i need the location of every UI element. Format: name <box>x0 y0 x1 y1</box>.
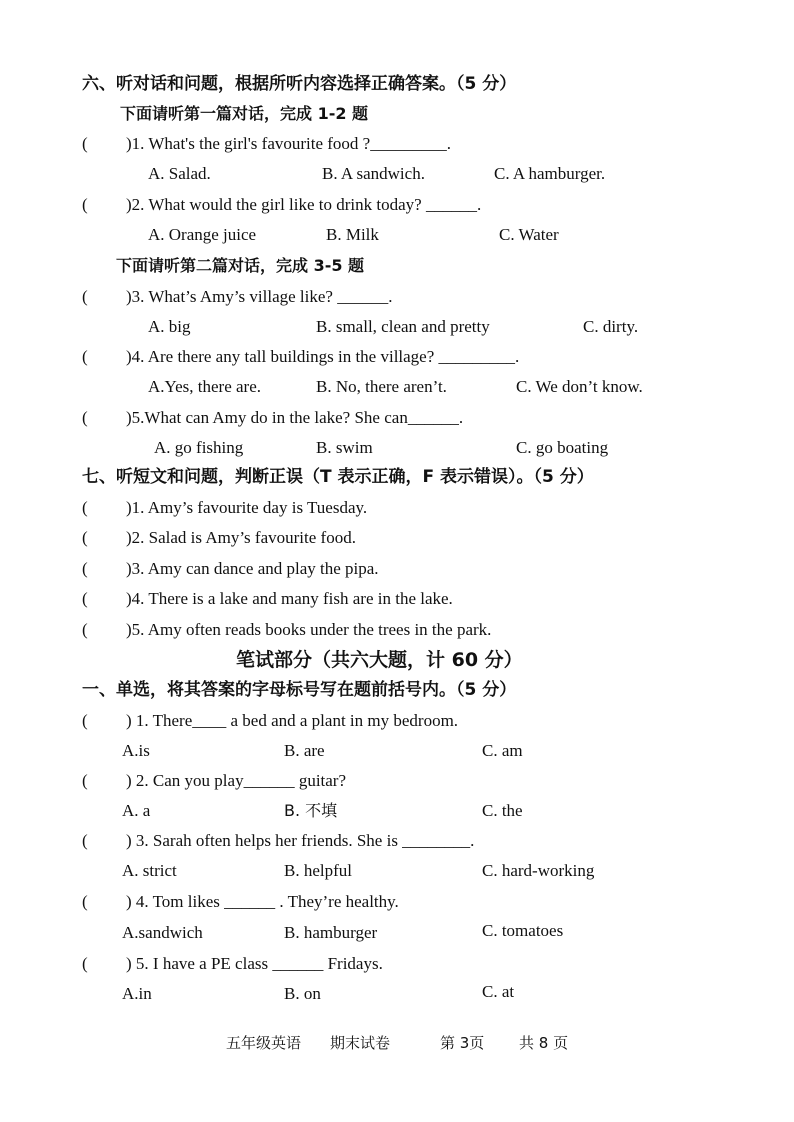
question-text: ) 1. There____ a bed and a plant in my bedroom. <box>126 711 459 730</box>
answer-bracket[interactable]: ( <box>82 134 88 153</box>
question-text: ) 3. Sarah often helps her friends. She is ________. <box>126 831 475 850</box>
answer-bracket[interactable]: ( <box>82 408 88 427</box>
answer-bracket[interactable]: ( <box>82 498 88 517</box>
option-c: C. dirty. <box>583 317 639 336</box>
answer-bracket[interactable]: ( <box>82 528 88 547</box>
option-b: B. No, there aren’t. <box>316 377 447 396</box>
statement-text: )4. There is a lake and many fish are in the lake. <box>126 589 453 608</box>
option-a: A. big <box>148 317 191 336</box>
option-a: A. Salad. <box>148 164 211 183</box>
option-c: C. We don’t know. <box>516 377 643 396</box>
option-b: B. are <box>284 741 325 760</box>
option-a: A. a <box>122 801 151 820</box>
question-text: )3. What’s Amy’s village like? ______. <box>126 287 393 306</box>
option-c: C. tomatoes <box>482 921 564 940</box>
answer-bracket[interactable]: ( <box>82 287 88 306</box>
option-a: A.Yes, there are. <box>148 377 261 396</box>
question-text: ) 2. Can you play______ guitar? <box>126 771 347 790</box>
option-b: B. helpful <box>284 861 352 880</box>
answer-bracket[interactable]: ( <box>82 771 88 790</box>
question-text: )2. What would the girl like to drink today? ______. <box>126 195 482 214</box>
question-text: )4. Are there any tall buildings in the village? _________. <box>126 347 520 366</box>
footer-page: 第 3页 <box>440 1034 485 1052</box>
option-b: B. Milk <box>326 225 379 244</box>
option-b: B. on <box>284 984 321 1003</box>
section6-sub2: 下面请听第二篇对话，完成 3-5 题 <box>116 256 365 275</box>
option-a: A. go fishing <box>154 438 244 457</box>
option-c: C. Water <box>499 225 559 244</box>
footer-total: 共 8 页 <box>519 1034 569 1052</box>
statement-text: )1. Amy’s favourite day is Tuesday. <box>126 498 368 517</box>
option-c: C. hard-working <box>482 861 595 880</box>
question-text: ) 5. I have a PE class ______ Fridays. <box>126 954 383 973</box>
option-a: A.is <box>122 741 150 760</box>
option-a: A.sandwich <box>122 923 203 942</box>
option-a: A. strict <box>122 861 177 880</box>
option-a: A.in <box>122 984 152 1003</box>
written-section1-title: 一、单选，将其答案的字母标号写在题前括号内。（5 分） <box>82 680 517 700</box>
answer-bracket[interactable]: ( <box>82 589 88 608</box>
option-a: A. Orange juice <box>148 225 257 244</box>
question-text: ) 4. Tom likes ______ . They’re healthy. <box>126 892 399 911</box>
answer-bracket[interactable]: ( <box>82 620 88 639</box>
question-text: )1. What's the girl's favourite food ?_________. <box>126 134 451 153</box>
answer-bracket[interactable]: ( <box>82 347 88 366</box>
option-b: B. swim <box>316 438 373 457</box>
question-text: )5.What can Amy do in the lake? She can______. <box>126 408 464 427</box>
answer-bracket[interactable]: ( <box>82 831 88 850</box>
option-c: C. A hamburger. <box>494 164 606 183</box>
answer-bracket[interactable]: ( <box>82 195 88 214</box>
option-c: C. go boating <box>516 438 609 457</box>
statement-text: )5. Amy often reads books under the trees in the park. <box>126 620 492 639</box>
answer-bracket[interactable]: ( <box>82 892 88 911</box>
statement-text: )2. Salad is Amy’s favourite food. <box>126 528 356 547</box>
statement-text: )3. Amy can dance and play the pipa. <box>126 559 379 578</box>
option-b: B. hamburger <box>284 923 378 942</box>
option-b: B. 不填 <box>284 801 338 820</box>
footer-grade: 五年级英语 <box>226 1034 302 1052</box>
option-b: B. small, clean and pretty <box>316 317 490 336</box>
footer-exam: 期末试卷 <box>330 1034 391 1052</box>
section7-title: 七、听短文和问题，判断正误（T 表示正确，F 表示错误）。（5 分） <box>82 467 594 487</box>
answer-bracket[interactable]: ( <box>82 954 88 973</box>
answer-bracket[interactable]: ( <box>82 711 88 730</box>
option-c: C. at <box>482 982 515 1001</box>
section6-title: 六、听对话和问题，根据所听内容选择正确答案。（5 分） <box>82 74 517 94</box>
option-c: C. am <box>482 741 523 760</box>
section6-sub1: 下面请听第一篇对话，完成 1-2 题 <box>120 104 369 123</box>
option-b: B. A sandwich. <box>322 164 425 183</box>
written-part-title: 笔试部分（共六大题，计 60 分） <box>236 649 523 671</box>
answer-bracket[interactable]: ( <box>82 559 88 578</box>
option-c: C. the <box>482 801 523 820</box>
